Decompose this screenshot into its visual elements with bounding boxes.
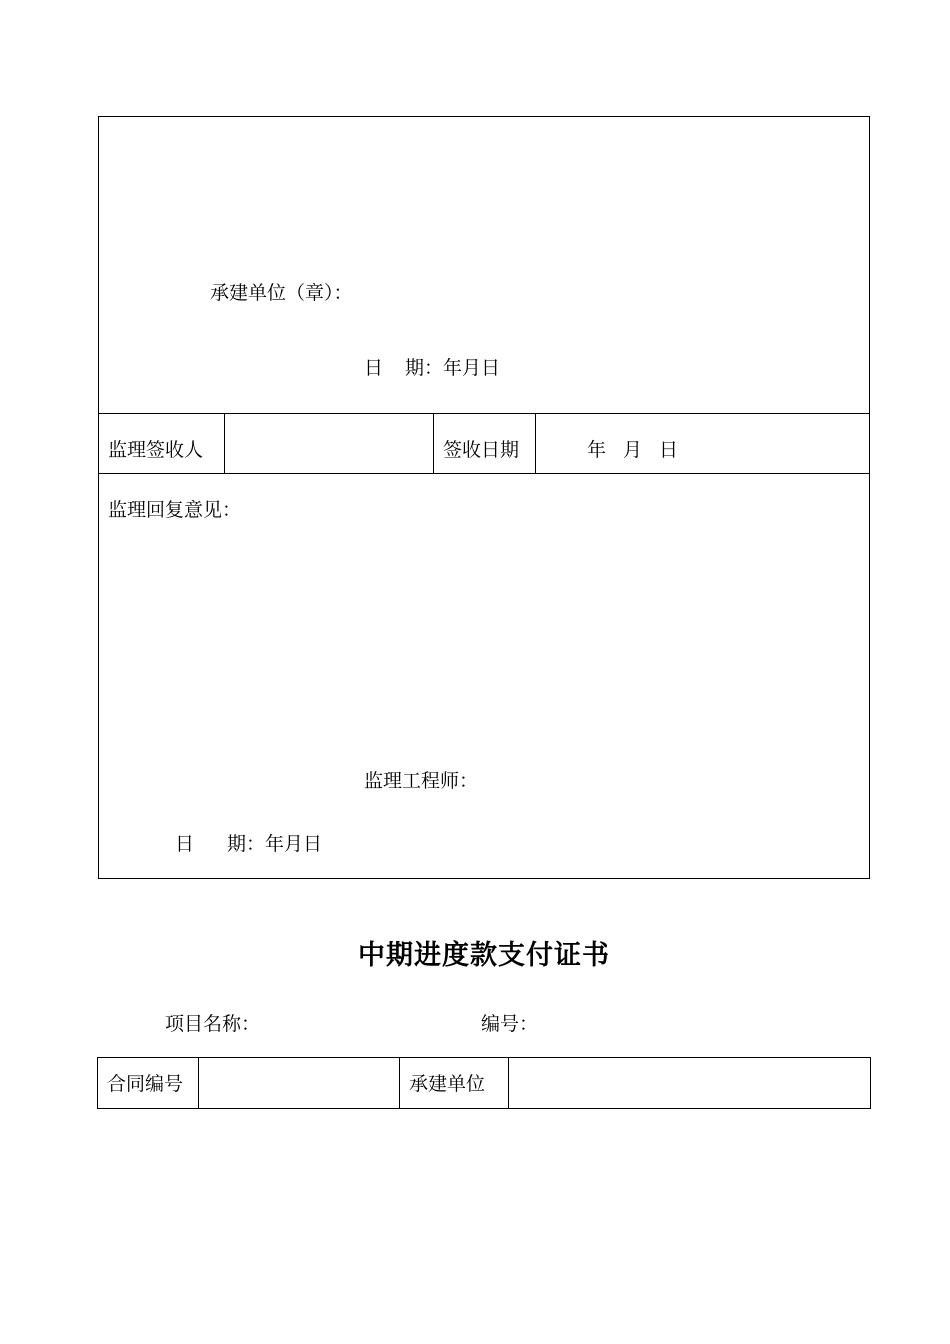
contractor-date-label-2: 期： xyxy=(405,357,444,379)
supervisor-signer-field[interactable] xyxy=(232,438,427,462)
contractor-date-line xyxy=(364,356,500,380)
contract-number-label: 合同编号 xyxy=(107,1073,184,1095)
certificate-title: 中期进度款支付证书 xyxy=(358,940,610,971)
row-divider-receipt xyxy=(98,473,870,474)
contractor-date-value: 年月日 xyxy=(443,357,501,379)
receipt-month: 月 xyxy=(623,439,643,461)
contractor-date-label-1: 日 xyxy=(364,357,384,379)
contractor-field[interactable] xyxy=(516,1072,864,1096)
contract-col-divider-2 xyxy=(399,1057,400,1109)
supervisor-signer-label: 监理签收人 xyxy=(108,439,204,461)
reply-date-value: 年月日 xyxy=(265,833,323,855)
number-label: 编号： xyxy=(481,1013,539,1035)
col-divider-2 xyxy=(433,413,434,473)
receipt-date-value[interactable] xyxy=(587,438,678,462)
reply-date-label-2: 期： xyxy=(227,833,266,855)
reply-date-label-1: 日 xyxy=(175,833,195,855)
contract-number-field[interactable] xyxy=(206,1072,392,1096)
contractor-seal-label: 承建单位（章）： xyxy=(210,282,353,304)
supervising-engineer-label: 监理工程师： xyxy=(364,770,479,792)
contract-col-divider-1 xyxy=(198,1057,199,1109)
receipt-date-label: 签收日期 xyxy=(443,439,520,461)
contract-col-divider-3 xyxy=(508,1057,509,1109)
receipt-day: 日 xyxy=(659,439,679,461)
reply-date-line xyxy=(175,832,322,856)
col-divider-3 xyxy=(535,413,536,473)
row-divider-contractor xyxy=(98,413,870,414)
contractor-label: 承建单位 xyxy=(409,1073,486,1095)
receipt-year: 年 xyxy=(587,439,607,461)
col-divider-1 xyxy=(224,413,225,473)
supervisor-opinion-label: 监理回复意见： xyxy=(108,499,242,521)
project-name-label: 项目名称： xyxy=(165,1013,261,1035)
